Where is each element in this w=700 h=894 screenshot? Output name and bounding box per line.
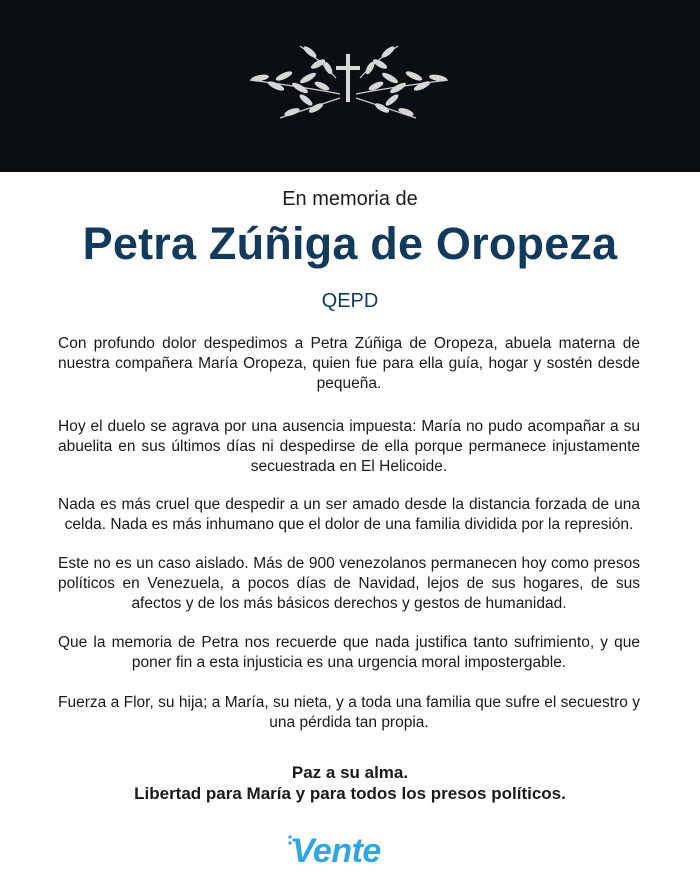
vente-logo [286, 832, 416, 876]
paragraph: Nada es más cruel que despedir a un ser amado desde la distancia forzada de una celda. Nada es más inhumano que el dolor de una familia dividida por la represión. [58, 496, 640, 533]
header-banner [0, 0, 700, 172]
paragraph: Fuerza a Flor, su hija; a María, su nieta, y a toda una familia que sufre el secuestro y una pérdida tan propia. [58, 694, 640, 731]
paragraph: Que la memoria de Petra nos recuerde que nada justifica tanto sufrimiento, y que poner fin a esta injusticia es una urgencia moral impostergable. [58, 634, 640, 671]
memorial-body [0, 172, 700, 894]
closing-line-peace: Paz a su alma. [291, 763, 409, 782]
closing-line-freedom: Libertad para María y para todos los presos políticos. [134, 784, 566, 803]
logo-text: Vente [292, 832, 381, 870]
intro-heading: En memoria de [282, 188, 418, 210]
deceased-name: Petra Zúñiga de Oropeza [82, 218, 618, 269]
paragraph: Este no es un caso aislado. Más de 900 venezolanos permanecen hoy como presos políticos en Venezuela, a pocos días de Navidad, lejos de sus hogares, de sus afectos y de los más básicos derechos y gestos de humanidad. [58, 555, 640, 612]
qepd-label: QEPD [321, 290, 379, 312]
cross-with-olive-branches-icon [240, 38, 460, 128]
paragraph: Con profundo dolor despedimos a Petra Zúñiga de Oropeza, abuela materna de nuestra compañera María Oropeza, quien fue para ella guía, hogar y sostén desde pequeña. [58, 335, 640, 392]
paragraph: Hoy el duelo se agrava por una ausencia impuesta: María no pudo acompañar a su abuelita en sus últimos días ni despedirse de ella porque permanece injustamente secuestrada en El Helicoide. [58, 418, 640, 475]
